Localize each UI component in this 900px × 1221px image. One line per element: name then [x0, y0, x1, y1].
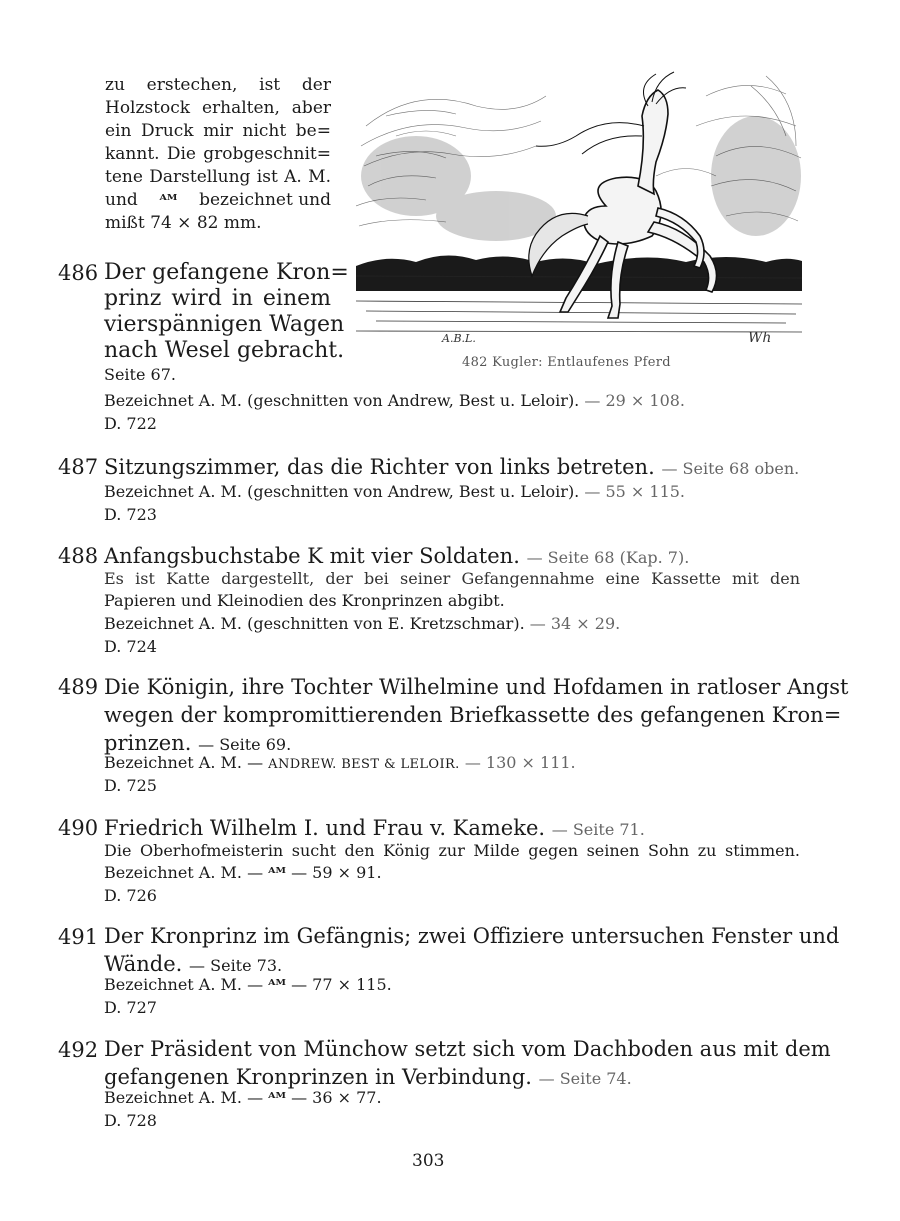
entry-486-dref: D. 722 — [104, 414, 157, 433]
entry-489-page: — Seite 69. — [198, 735, 292, 754]
monogram-icon: ᴬᴹ — [268, 976, 286, 994]
entry-number-491: 491 — [58, 925, 99, 949]
entry-number-488: 488 — [58, 544, 99, 568]
entry-488-page: — Seite 68 (Kap. 7). — [526, 548, 690, 567]
entry-489-title-line-3: prinzen. — [104, 731, 192, 755]
entry-486-page: Seite 67. — [104, 365, 176, 384]
entry-492-size: — 36 × 77. — [291, 1088, 382, 1107]
page-number: 303 — [412, 1151, 445, 1171]
entry-489-title-line-2: wegen der kompromittierenden Briefkassette des gefangenen Kron= — [104, 703, 842, 727]
entry-489-sign-row — [104, 752, 576, 776]
intro-line-4: kannt. Die grobgeschnit= — [105, 144, 331, 164]
entry-486-sign-row — [104, 390, 685, 412]
monogram-icon: ᴬᴹ — [268, 1089, 286, 1107]
entry-number-490: 490 — [58, 816, 99, 840]
intro-line-2: Holzstock erhalten, aber — [105, 98, 331, 118]
figure-caption: 482 Kugler: Entlaufenes Pferd — [462, 355, 671, 370]
intro-line-7: mißt 74 × 82 mm. — [105, 213, 262, 233]
entry-490-dref: D. 726 — [104, 886, 157, 905]
entry-486-sign: Bezeichnet A. M. (geschnitten von Andrew, Best u. Leloir). — [104, 391, 580, 410]
intro-line-6-text: bezeichnet und — [199, 190, 331, 210]
entry-487-page: — Seite 68 oben. — [661, 459, 800, 478]
figure-signature-left: A.B.L. — [442, 332, 476, 345]
entry-number-486: 486 — [58, 261, 99, 285]
entry-490-size: — 59 × 91. — [291, 863, 382, 882]
entry-488-desc-line-2: Papieren und Kleinodien des Kronprinzen abgibt. — [104, 591, 505, 610]
entry-number-492: 492 — [58, 1038, 99, 1062]
entry-488-title: Anfangsbuchstabe K mit vier Soldaten. — [104, 544, 520, 568]
entry-490-page: — Seite 71. — [551, 820, 645, 839]
horse-illustration — [356, 66, 802, 352]
entry-487-title-row — [104, 453, 799, 483]
entry-number-489: 489 — [58, 675, 99, 699]
entry-492-sign-row — [104, 1087, 382, 1109]
entry-491-dref: D. 727 — [104, 998, 157, 1017]
entry-487-size: — 55 × 115. — [584, 482, 686, 501]
intro-line-3: ein Druck mir nicht be= — [105, 121, 331, 141]
entry-489-sign-prefix: Bezeichnet A. M. — — [104, 753, 264, 772]
entry-491-sign-prefix: Bezeichnet A. M. — — [104, 975, 264, 994]
entry-490-sign-row — [104, 862, 382, 884]
entry-492-dref: D. 728 — [104, 1111, 157, 1130]
entry-491-page: — Seite 73. — [189, 956, 283, 975]
entry-488-sign: Bezeichnet A. M. (geschnitten von E. Kretzschmar). — [104, 614, 525, 633]
figure-signature-right: Wh — [748, 330, 772, 346]
entry-490-desc: Die Oberhofmeisterin sucht den König zur Milde gegen seinen Sohn zu stimmen. — [104, 841, 800, 860]
intro-line-5: tene Darstellung ist A. M. — [105, 167, 331, 187]
monogram-icon: ᴬᴹ — [159, 191, 178, 209]
entry-486-size: — 29 × 108. — [584, 391, 686, 410]
entry-491-sign-row — [104, 974, 392, 996]
intro-line-1: zu erstechen, ist der — [105, 75, 331, 95]
entry-486-title-line-2: prinz wird in einem — [104, 286, 331, 311]
entry-489-title-line-1: Die Königin, ihre Tochter Wilhelmine und Hofdamen in ratloser Angst — [104, 675, 849, 699]
entry-492-title-line-1: Der Präsident von Münchow setzt sich vom Dachboden aus mit dem — [104, 1037, 831, 1061]
entry-489-size: — 130 × 111. — [464, 753, 576, 772]
entry-number-487: 487 — [58, 455, 99, 479]
entry-491-title-line-1: Der Kronprinz im Gefängnis; zwei Offiziere untersuchen Fenster und — [104, 924, 840, 948]
entry-486-title-line-1: Der gefangene Kron= — [104, 260, 349, 285]
entry-488-sign-row — [104, 613, 620, 635]
entry-490-title: Friedrich Wilhelm I. und Frau v. Kameke. — [104, 816, 546, 840]
entry-492-sign-prefix: Bezeichnet A. M. — — [104, 1088, 264, 1107]
entry-486-title-line-4: nach Wesel gebracht. — [104, 338, 345, 363]
entry-486-title-line-3: vierspännigen Wagen — [104, 312, 345, 337]
entry-488-size: — 34 × 29. — [529, 614, 621, 633]
entry-491-title-line-2: Wände. — [104, 952, 183, 976]
intro-line-6 — [105, 189, 331, 212]
entry-489-sign-caps: ANDREW. BEST & LELOIR. — [268, 757, 460, 772]
entry-487-sign-row — [104, 481, 685, 503]
entry-489-dref: D. 725 — [104, 776, 157, 795]
entry-492-title-line-2: gefangenen Kronprinzen in Verbindung. — [104, 1065, 532, 1089]
entry-487-title: Sitzungszimmer, das die Richter von links betreten. — [104, 455, 655, 479]
entry-487-dref: D. 723 — [104, 505, 157, 524]
entry-492-page: — Seite 74. — [538, 1069, 632, 1088]
monogram-icon: ᴬᴹ — [268, 864, 286, 882]
intro-und: und — [105, 190, 138, 210]
entry-487-sign: Bezeichnet A. M. (geschnitten von Andrew, Best u. Leloir). — [104, 482, 580, 501]
entry-490-sign-prefix: Bezeichnet A. M. — — [104, 863, 264, 882]
entry-491-size: — 77 × 115. — [291, 975, 392, 994]
entry-488-dref: D. 724 — [104, 637, 157, 656]
entry-488-desc-line-1: Es ist Katte dargestellt, der bei seiner Gefangennahme eine Kassette mit den — [104, 569, 800, 588]
